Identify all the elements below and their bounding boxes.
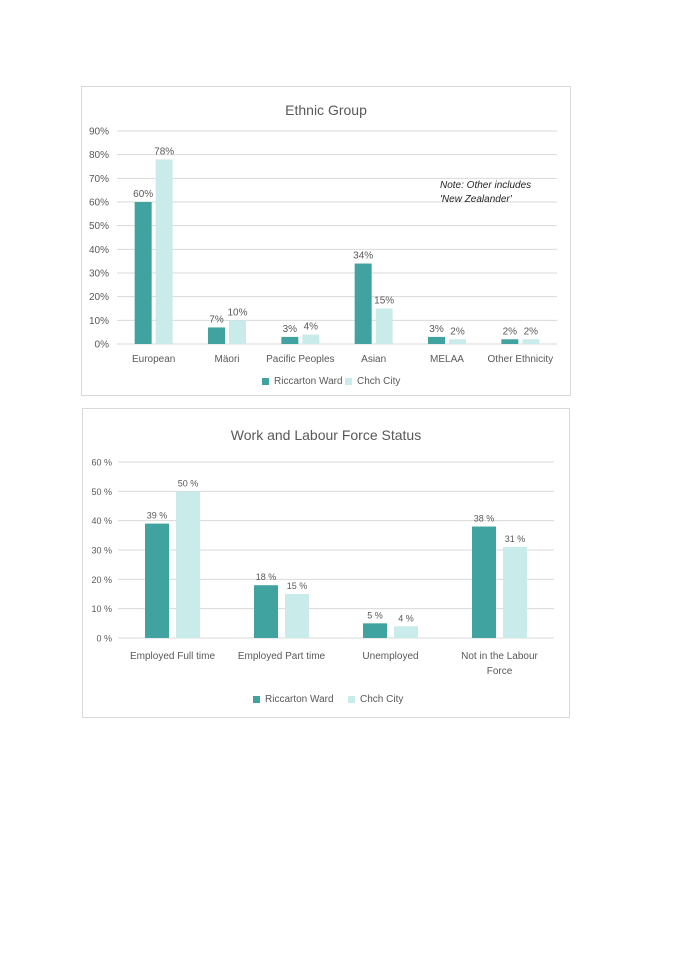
data-label: 10%	[227, 307, 248, 319]
data-label: 31 %	[504, 534, 526, 545]
data-label: 60%	[133, 189, 154, 200]
y-tick-label: 50%	[88, 221, 109, 233]
bar-chch-city	[394, 626, 418, 638]
y-tick-label: 10 %	[91, 604, 112, 615]
y-tick-label: 0%	[94, 339, 109, 351]
y-tick-label: 90%	[88, 126, 109, 138]
x-category-label: Employed Full time	[129, 651, 216, 662]
data-label: 5 %	[367, 610, 383, 621]
bar-riccarton-ward	[145, 524, 169, 638]
ethnic-group-svg	[82, 87, 570, 395]
data-label: 38 %	[473, 513, 495, 524]
bar-chch-city	[302, 335, 319, 344]
bar-riccarton-ward	[472, 527, 496, 638]
legend-label-riccarton-ward: Riccarton Ward	[274, 376, 343, 387]
data-label: 4%	[303, 321, 319, 333]
bar-riccarton-ward	[254, 585, 278, 638]
legend-swatch-chch-city	[348, 696, 355, 703]
legend-label-chch-city: Chch City	[360, 694, 404, 705]
bar-riccarton-ward	[281, 337, 298, 344]
chart-note: 'New Zealander'	[440, 194, 512, 205]
y-tick-label: 10%	[88, 315, 109, 327]
bar-riccarton-ward	[363, 623, 387, 638]
x-category-label: Other Ethnicity	[487, 354, 554, 365]
chart-title: Work and Labour Force Status	[230, 427, 422, 443]
x-category-label: Unemployed	[362, 651, 419, 662]
work-labour-chart	[82, 408, 570, 718]
bar-riccarton-ward	[428, 337, 445, 344]
chart-title: Ethnic Group	[285, 102, 367, 118]
bar-chch-city	[176, 491, 200, 638]
chart-note: Note: Other includes	[440, 180, 532, 191]
data-label: 2%	[450, 326, 465, 338]
y-tick-label: 60%	[88, 197, 109, 209]
bar-chch-city	[156, 159, 173, 344]
legend-label-riccarton-ward: Riccarton Ward	[265, 694, 334, 705]
x-category-label: Pacific Peoples	[266, 354, 335, 365]
bar-chch-city	[285, 594, 309, 638]
y-tick-label: 20%	[88, 292, 109, 304]
y-tick-label: 20 %	[91, 574, 112, 585]
legend-label-chch-city: Chch City	[357, 376, 401, 387]
data-label: 50 %	[177, 478, 199, 489]
legend-swatch-riccarton-ward	[262, 378, 269, 385]
data-label: 78%	[154, 146, 175, 158]
x-category-label: Asian	[361, 354, 387, 365]
y-tick-label: 70%	[88, 173, 109, 185]
bar-chch-city	[503, 547, 527, 638]
bar-riccarton-ward	[208, 327, 225, 344]
bar-chch-city	[522, 339, 539, 344]
y-tick-label: 30%	[88, 268, 109, 280]
bar-riccarton-ward	[135, 202, 152, 344]
work-labour-svg	[83, 409, 569, 717]
x-category-label: Employed Part time	[237, 651, 326, 662]
y-tick-label: 40%	[88, 244, 109, 256]
data-label: 18 %	[255, 572, 277, 583]
data-label: 4 %	[398, 613, 414, 624]
bar-chch-city	[376, 309, 393, 345]
legend-swatch-chch-city	[345, 378, 352, 385]
y-tick-label: 80%	[88, 150, 109, 162]
bar-riccarton-ward	[501, 339, 518, 344]
data-label: 34%	[353, 250, 374, 262]
bar-chch-city	[229, 320, 246, 344]
x-category-label: Not in the Labour	[461, 651, 538, 662]
data-label: 2%	[523, 326, 539, 338]
y-tick-label: 40 %	[91, 516, 112, 527]
data-label: 15 %	[286, 581, 308, 591]
data-label: 3%	[282, 323, 298, 335]
data-label: 39 %	[146, 510, 168, 521]
bar-chch-city	[449, 339, 466, 344]
y-tick-label: 60 %	[91, 457, 112, 468]
x-category-label: Mäori	[214, 354, 240, 365]
data-label: 2%	[502, 326, 518, 338]
x-category-label: Force	[486, 666, 513, 677]
y-tick-label: 0 %	[96, 633, 112, 644]
data-label: 3%	[429, 323, 444, 335]
x-category-label: MELAA	[430, 354, 464, 365]
data-label: 7%	[209, 314, 224, 326]
x-category-label: European	[131, 354, 176, 365]
data-label: 15%	[374, 295, 395, 307]
y-tick-label: 50 %	[91, 486, 112, 497]
ethnic-group-chart	[81, 86, 571, 396]
y-tick-label: 30 %	[91, 545, 112, 556]
legend-swatch-riccarton-ward	[253, 696, 260, 703]
bar-riccarton-ward	[355, 264, 372, 344]
